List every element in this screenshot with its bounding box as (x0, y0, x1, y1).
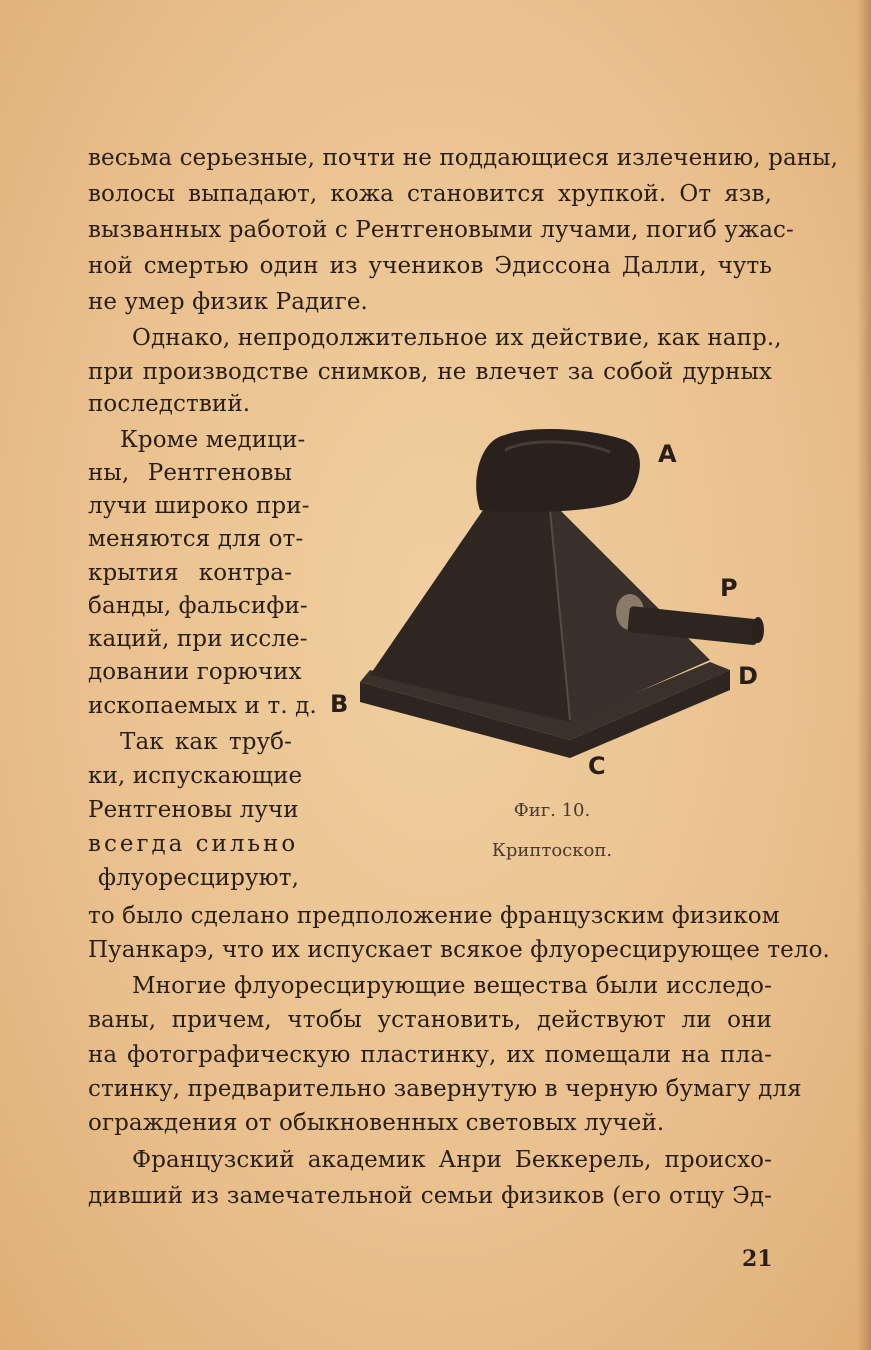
figure-number: Фиг. 10. (513, 800, 591, 821)
text-line: ной смертью один из учеников Эдиссона Далли, чуть (88, 253, 772, 279)
text-line: меняются для от- (88, 526, 304, 552)
text-line: ограждения от обыкновенных световых лучей. (88, 1110, 665, 1136)
text-line: довании горючих (88, 659, 302, 685)
text-line: Пуанкарэ, что их испускает всякое флуоресцирующее тело. (88, 937, 830, 963)
text-line: дивший из замечательной семьи физиков (его отцу Эд- (88, 1183, 772, 1209)
text-line: последствий. (88, 391, 251, 417)
figure-title: Криптоскоп. (491, 840, 613, 861)
text-line: всегда сильно (88, 831, 299, 857)
text-line: Французский академик Анри Беккерель, происхо- (132, 1147, 772, 1173)
text-line: лучи широко при- (88, 493, 310, 519)
text-line: стинку, предварительно завернутую в черную бумагу для (88, 1076, 802, 1102)
text-line: весьма серьезные, почти не поддающиеся излечению, раны, (88, 145, 839, 171)
page-edge-shadow (857, 0, 871, 1350)
text-line: крытия контра- (88, 560, 292, 586)
figure-label-b: B (330, 690, 349, 718)
text-line: ваны, причем, чтобы установить, действуют ли они (88, 1007, 772, 1033)
text-line: Однако, непродолжительное их действие, как напр., (132, 325, 782, 351)
figure-label-p: P (720, 574, 738, 602)
text-line: ки, испускающие (88, 763, 303, 789)
text-line: при производстве снимков, не влечет за собой дурных (88, 359, 772, 385)
figure-label-a: A (658, 440, 677, 468)
page-number: 21 (742, 1246, 773, 1272)
text-line: Многие флуоресцирующие вещества были исследо- (132, 973, 772, 999)
text-line: ны, Рентгеновы (88, 460, 292, 486)
text-line: вызванных работой с Рентгеновыми лучами, погиб ужас- (88, 217, 794, 243)
text-line: Кроме медици- (120, 427, 306, 453)
text-line: не умер физик Радиге. (88, 289, 368, 315)
text-line: волосы выпадают, кожа становится хрупкой. От язв, (88, 181, 772, 207)
figure-label-d: D (738, 662, 758, 690)
figure-label-c: C (588, 752, 606, 780)
text-line: банды, фальсифи- (88, 593, 308, 619)
text-line: то было сделано предположение французским физиком (88, 903, 780, 929)
text-line: Рентгеновы лучи (88, 797, 299, 823)
text-line: ископаемых и т. д. (88, 693, 317, 719)
text-line: Так как труб- (120, 729, 292, 755)
text-line: каций, при иссле- (88, 626, 308, 652)
text-line: на фотографическую пластинку, их помещали на пла- (88, 1042, 772, 1068)
text-line: флуоресцируют, (98, 865, 300, 891)
